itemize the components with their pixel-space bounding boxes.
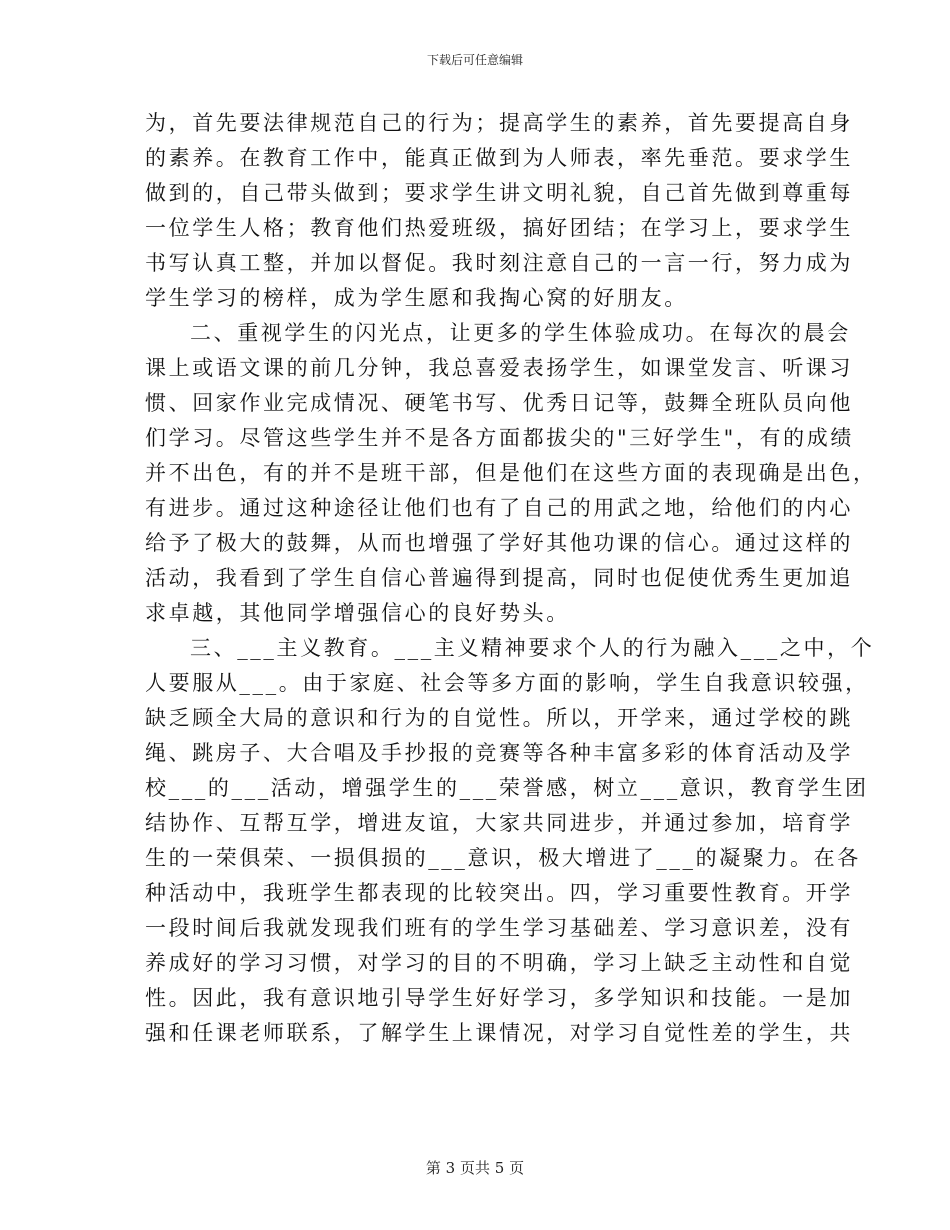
paragraph-start-line: 二、重视学生的闪光点，让更多的学生体验成功。在每次的晨会 xyxy=(190,321,851,345)
text-line: 人要服从___。由于家庭、社会等多方面的影响，学生自我意识较强， xyxy=(145,671,869,695)
text-line: 的素养。在教育工作中，能真正做到为人师表，率先垂范。要求学生 xyxy=(145,146,853,170)
text-line: 课上或语文课的前几分钟，我总喜爱表扬学生，如课堂发言、听课习 xyxy=(145,356,853,380)
page-footer: 第 3 页共 5 页 xyxy=(425,1159,525,1177)
text-line: 养成好的学习习惯，对学习的目的不明确，学习上缺乏主动性和自觉 xyxy=(145,951,853,975)
text-line: 一位学生人格；教育他们热爱班级，搞好团结；在学习上，要求学生 xyxy=(145,216,853,240)
text-line: 惯、回家作业完成情况、硬笔书写、优秀日记等，鼓舞全班队员向他 xyxy=(145,391,853,415)
text-line: 性。因此，我有意识地引导学生好好学习，多学知识和技能。一是加 xyxy=(145,986,853,1010)
text-line: 绳、跳房子、大合唱及手抄报的竞赛等各种丰富多彩的体育活动及学 xyxy=(145,741,853,765)
text-line: 生的一荣俱荣、一损俱损的___意识，极大增进了___的凝聚力。在各 xyxy=(145,846,861,870)
text-line: 为，首先要法律规范自己的行为；提高学生的素养，首先要提高自身 xyxy=(145,111,853,135)
text-line: 校___的___活动，增强学生的___荣誉感，树立___意识，教育学生团 xyxy=(145,776,869,800)
text-line: 学生学习的榜样，成为学生愿和我掏心窝的好朋友。 xyxy=(145,286,688,310)
text-line: 活动，我看到了学生自信心普遍得到提高，同时也促使优秀生更加追 xyxy=(145,566,853,590)
text-line: 求卓越，其他同学增强信心的良好势头。 xyxy=(145,601,570,625)
paragraph-start-line: 三、___主义教育。___主义精神要求个人的行为融入___之中，个 xyxy=(190,636,875,660)
text-line: 结协作、互帮互学，增进友谊，大家共同进步，并通过参加，培育学 xyxy=(145,811,853,835)
text-line: 强和任课老师联系，了解学生上课情况，对学习自觉性差的学生，共 xyxy=(145,1021,853,1045)
text-line: 种活动中，我班学生都表现的比较突出。四，学习重要性教育。开学 xyxy=(145,881,853,905)
text-line: 们学习。尽管这些学生并不是各方面都拔尖的"三好学生"，有的成绩 xyxy=(145,426,854,450)
text-line: 一段时间后我就发现我们班有的学生学习基础差、学习意识差，没有 xyxy=(145,916,853,940)
document-body xyxy=(145,106,877,1051)
text-line: 缺乏顾全大局的意识和行为的自觉性。所以，开学来，通过学校的跳 xyxy=(145,706,853,730)
text-line: 有进步。通过这种途径让他们也有了自己的用武之地，给他们的内心 xyxy=(145,496,853,520)
page-header: 下载后可任意编辑 xyxy=(426,53,523,67)
text-line: 并不出色，有的并不是班干部，但是他们在这些方面的表现确是出色， xyxy=(145,461,877,485)
text-line: 给予了极大的鼓舞，从而也增强了学好其他功课的信心。通过这样的 xyxy=(145,531,853,555)
text-line: 做到的，自己带头做到；要求学生讲文明礼貌，自己首先做到尊重每 xyxy=(145,181,853,205)
text-line: 书写认真工整，并加以督促。我时刻注意自己的一言一行，努力成为 xyxy=(145,251,853,275)
